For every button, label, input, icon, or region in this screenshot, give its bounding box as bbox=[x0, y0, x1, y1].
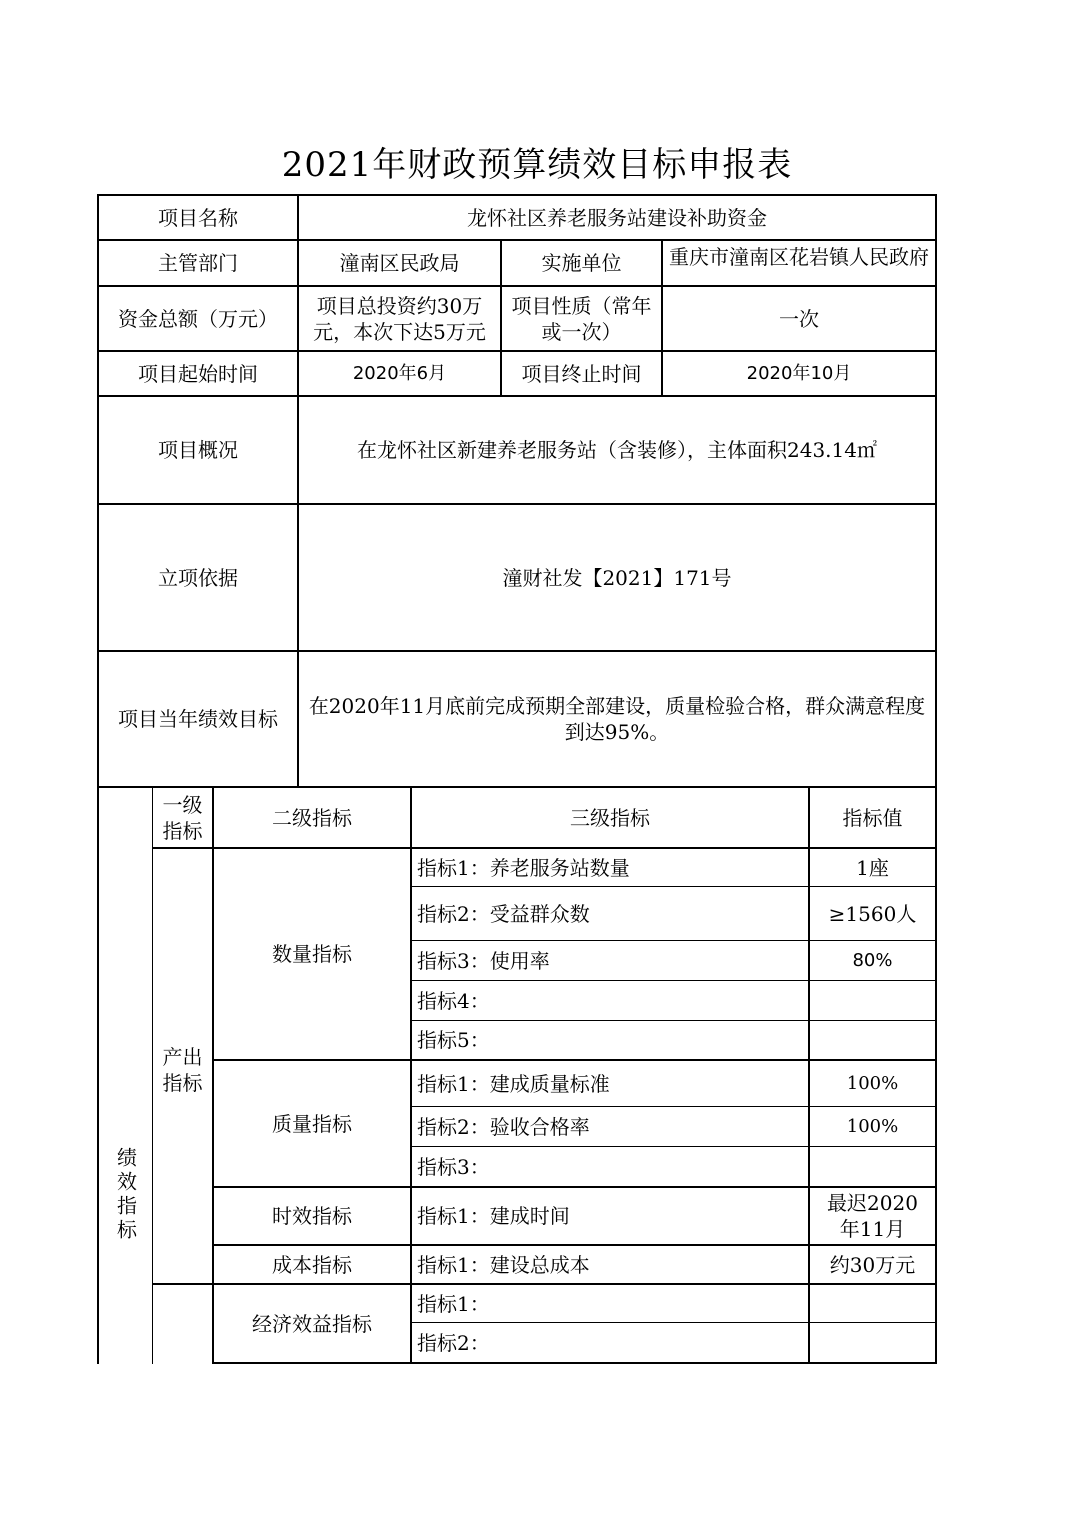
project-name-value: 龙怀社区养老服务站建设补助资金 bbox=[467, 205, 767, 230]
page-title: 2021年财政预算绩效目标申报表 bbox=[281, 145, 793, 185]
table-row: 指标2：受益群众数 bbox=[417, 901, 590, 926]
col-level2-header: 二级指标 bbox=[272, 805, 352, 830]
table-row: 指标3：使用率 bbox=[417, 948, 550, 973]
performance-indicators-label: 绩效指标 bbox=[113, 1147, 138, 1243]
table-row: 指标3： bbox=[417, 1154, 490, 1179]
dept-value: 潼南区民政局 bbox=[339, 251, 460, 275]
fund-label: 资金总额（万元） bbox=[118, 306, 278, 331]
start-value: 2020年6月 bbox=[352, 362, 447, 384]
table-row: 指标1： bbox=[417, 1291, 490, 1316]
nature-label: 项目性质（常年或一次） bbox=[511, 293, 652, 344]
basis-label: 立项依据 bbox=[158, 565, 238, 590]
table-row-value bbox=[810, 1021, 935, 1059]
dept-label: 主管部门 bbox=[158, 251, 238, 275]
col-level3-header: 三级指标 bbox=[570, 805, 650, 830]
col-value-header: 指标值 bbox=[842, 805, 903, 830]
table-row-value bbox=[810, 1323, 935, 1362]
table-row-value bbox=[810, 981, 935, 1020]
project-name-label: 项目名称 bbox=[158, 205, 238, 230]
table-row-value: 100% bbox=[846, 1072, 899, 1094]
end-label: 项目终止时间 bbox=[521, 361, 642, 386]
start-label: 项目起始时间 bbox=[138, 361, 258, 386]
overview-label: 项目概况 bbox=[158, 438, 238, 462]
end-value: 2020年10月 bbox=[746, 362, 852, 384]
table-row-value bbox=[810, 1285, 935, 1322]
table-row-value: 约30万元 bbox=[829, 1252, 916, 1277]
overview-value: 在龙怀社区新建养老服务站（含装修），主体面积243.14㎡ bbox=[357, 438, 877, 462]
impl-value: 重庆市潼南区花岩镇人民政府 bbox=[669, 245, 929, 269]
table-row: 指标1：建成质量标准 bbox=[417, 1071, 610, 1096]
table-row-value: 1座 bbox=[856, 855, 889, 880]
fund-value: 项目总投资约30万元，本次下达5万元 bbox=[313, 293, 486, 344]
quality-indicator-label: 质量指标 bbox=[272, 1111, 352, 1136]
table-row-value: 最迟2020年11月 bbox=[827, 1191, 918, 1241]
table-row-value: 80% bbox=[852, 949, 893, 971]
basis-value: 潼财社发【2021】171号 bbox=[502, 565, 732, 590]
table-row: 指标2：验收合格率 bbox=[417, 1114, 590, 1139]
quantity-indicator-label: 数量指标 bbox=[272, 942, 352, 966]
table-row-value: ≥1560人 bbox=[828, 901, 917, 926]
col-level1-header: 一级指标 bbox=[162, 792, 203, 843]
goal-value: 在2020年11月底前完成预期全部建设，质量检验合格，群众满意程度到达95%。 bbox=[308, 694, 926, 744]
table-row-value bbox=[810, 1147, 935, 1186]
nature-value: 一次 bbox=[779, 306, 819, 331]
economic-indicator-label: 经济效益指标 bbox=[252, 1311, 372, 1336]
table-row: 指标5： bbox=[417, 1028, 490, 1052]
table-row: 指标2： bbox=[417, 1330, 490, 1355]
table-row: 指标1：养老服务站数量 bbox=[417, 855, 630, 880]
table-row-value: 100% bbox=[846, 1115, 899, 1137]
cost-indicator-label: 成本指标 bbox=[272, 1252, 352, 1277]
output-indicator-label: 产出指标 bbox=[162, 1045, 203, 1095]
table-row: 指标1：建成时间 bbox=[417, 1204, 570, 1228]
goal-label: 项目当年绩效目标 bbox=[118, 707, 278, 731]
table-row: 指标4： bbox=[417, 988, 490, 1013]
impl-label: 实施单位 bbox=[541, 251, 622, 275]
table-row: 指标1：建设总成本 bbox=[417, 1252, 590, 1277]
timeliness-indicator-label: 时效指标 bbox=[272, 1204, 352, 1228]
